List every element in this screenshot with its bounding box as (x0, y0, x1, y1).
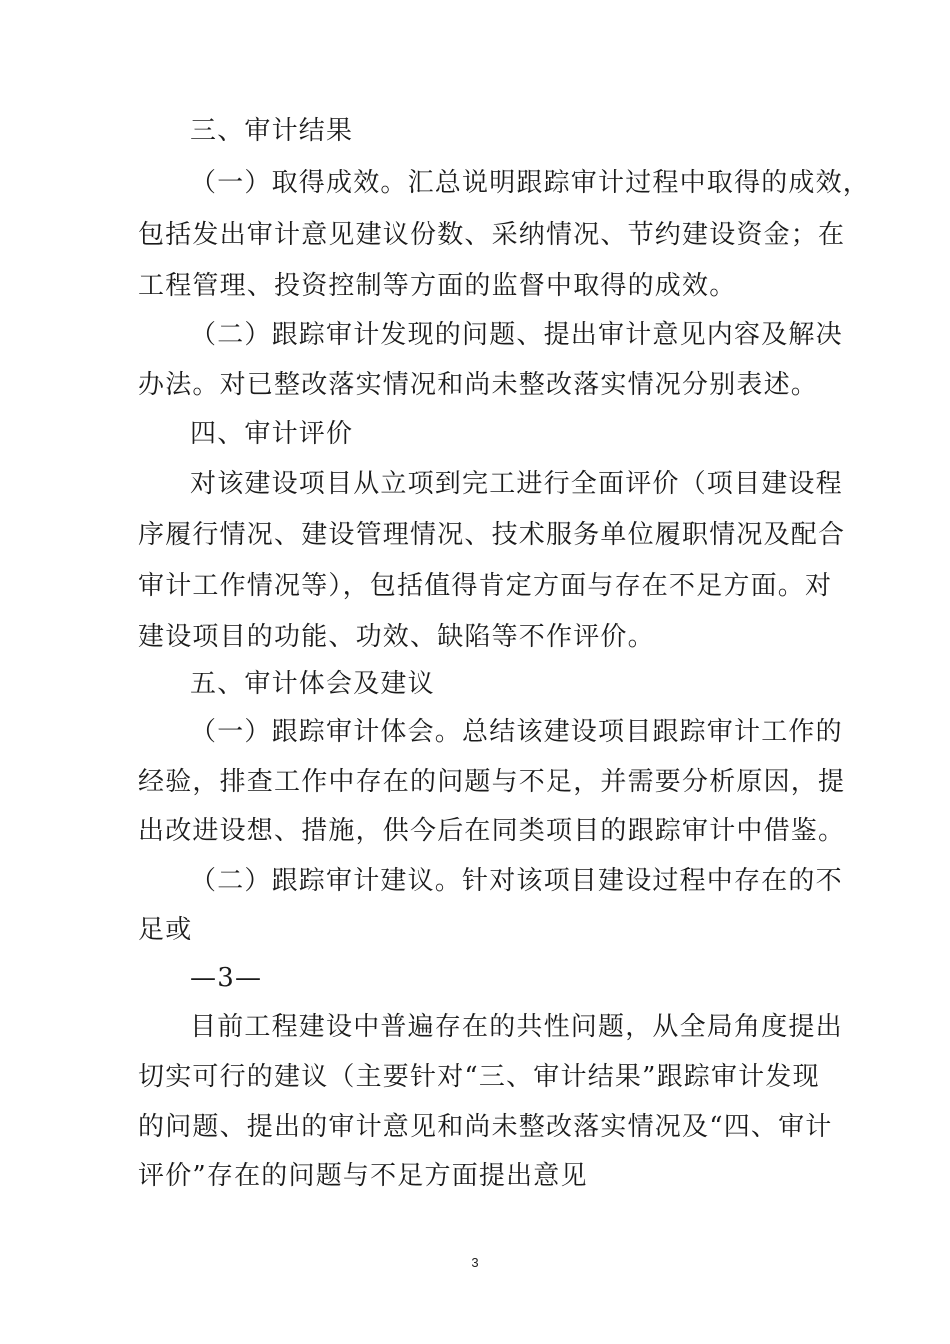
paragraph-line: 出改进设想、措施，供今后在同类项目的跟踪审计中借鉴。 (138, 816, 846, 846)
section-heading-audit-experience: 五、审计体会及建议 (190, 669, 435, 699)
inline-page-marker: —3— (190, 963, 263, 993)
paragraph-line: 评价”存在的问题与不足方面提出意见 (138, 1161, 588, 1191)
paragraph-line: （二）跟踪审计发现的问题、提出审计意见内容及解决 (190, 320, 843, 350)
paragraph-line: 的问题、提出的审计意见和尚未整改落实情况及“四、审计 (138, 1112, 833, 1142)
paragraph-line: 足或 (138, 915, 193, 945)
paragraph-line: （一）跟踪审计体会。总结该建设项目跟踪审计工作的 (190, 717, 843, 747)
paragraph-line: 序履行情况、建设管理情况、技术服务单位履职情况及配合 (138, 520, 846, 550)
paragraph-line: 工程管理、投资控制等方面的监督中取得的成效。 (138, 271, 737, 301)
paragraph-line: 审计工作情况等），包括值得肯定方面与存在不足方面。对 (138, 571, 833, 601)
paragraph-line: 建设项目的功能、功效、缺陷等不作评价。 (138, 622, 655, 652)
section-heading-audit-results: 三、审计结果 (190, 116, 354, 146)
paragraph-line: （一）取得成效。汇总说明跟踪审计过程中取得的成效， (190, 168, 871, 198)
paragraph-line: 切实可行的建议（主要针对“三、审计结果”跟踪审计发现 (138, 1062, 820, 1092)
paragraph-line: 目前工程建设中普遍存在的共性问题，从全局角度提出 (190, 1012, 843, 1042)
paragraph-line: 对该建设项目从立项到完工进行全面评价（项目建设程 (190, 469, 843, 499)
paragraph-line: 办法。对已整改落实情况和尚未整改落实情况分别表述。 (138, 370, 819, 400)
paragraph-line: 经验，排查工作中存在的问题与不足，并需要分析原因，提 (138, 767, 846, 797)
section-heading-audit-evaluation: 四、审计评价 (190, 419, 354, 449)
paragraph-line: 包括发出审计意见建议份数、采纳情况、节约建设资金；在 (138, 220, 846, 250)
paragraph-line: （二）跟踪审计建议。针对该项目建设过程中存在的不 (190, 866, 843, 896)
page-number: 3 (471, 1255, 479, 1270)
